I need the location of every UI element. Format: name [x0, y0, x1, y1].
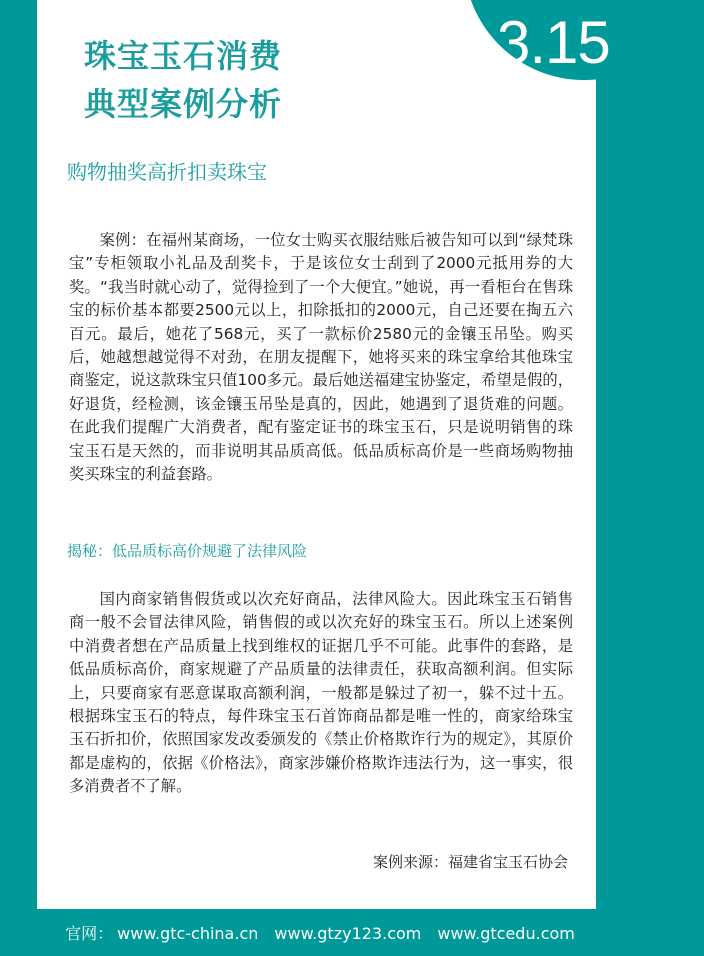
case-source: 案例来源：福建省宝玉石协会 — [372, 853, 568, 871]
content-card — [37, 0, 610, 909]
footer-link-gtzy123[interactable]: www.gtzy123.com — [274, 924, 422, 943]
case-paragraph: 案例：在福州某商场，一位女士购买衣服结账后被告知可以到“绿梵珠宝”专柜领取小礼品及刮奖卡，于是该位女士刮到了2000元抵用券的大奖。“我当时就心动了，觉得捡到了一个大便宜。”她说，再一看柜台在售珠宝的标价基本都要2500元以上，扣除抵扣的2000元，自己还要在掏五六百元。最后，她花了568元，买了一款标价2580元的金镶玉吊坠。购买后，她越想越觉得不对劲，在朋友提醒下，她将买来的珠宝拿给其他珠宝商鉴定，说这款珠宝只值100多元。最后她送福建宝协鉴定，希望是假的，好退货，经检测，该金镶玉吊坠是真的，因此，她遇到了退货难的问题。在此我们提醒广大消费者，配有鉴定证书的珠宝玉石，只是说明销售的珠宝玉石是天然的，而非说明其品质高低。低品质标高价是一些商场购物抽奖买珠宝的利益套路。 — [69, 231, 573, 484]
footer-link-gtcedu[interactable]: www.gtcedu.com — [437, 924, 575, 943]
title-line-2: 典型案例分析 — [84, 85, 283, 123]
footer-label: 官网： — [65, 924, 114, 943]
title-line-1: 珠宝玉石消费 — [84, 37, 283, 75]
footer-links — [0, 922, 640, 946]
case-subtitle: 购物抽奖高折扣卖珠宝 — [67, 160, 267, 184]
reveal-paragraph: 国内商家销售假货或以次充好商品，法律风险大。因此珠宝玉石销售商一般不会冒法律风险，销售假的或以次充好的珠宝玉石。所以上述案例中消费者想在产品质量上找到维权的证据几乎不可能。此事件的套路，是低品质标高价，商家规避了产品质量的法律责任，获取高额利润。但实际上，只要商家有恶意谋取高额利润，一般都是躲过了初一，躲不过十五。根据珠宝玉石的特点，每件珠宝玉石首饰商品都是唯一性的，商家给珠宝玉石折扣价，依照国家发改委颁发的《禁止价格欺诈行为的规定》，其原价都是虚构的，依据《价格法》，商家涉嫌价格欺诈违法行为，这一事实，很多消费者不了解。 — [69, 590, 573, 796]
badge-315: 3.15 — [497, 9, 610, 76]
footer-link-gtc-china[interactable]: www.gtc-china.cn — [117, 924, 259, 943]
page-title — [84, 32, 282, 128]
reveal-heading: 揭秘：低品质标高价规避了法律风险 — [67, 542, 308, 560]
